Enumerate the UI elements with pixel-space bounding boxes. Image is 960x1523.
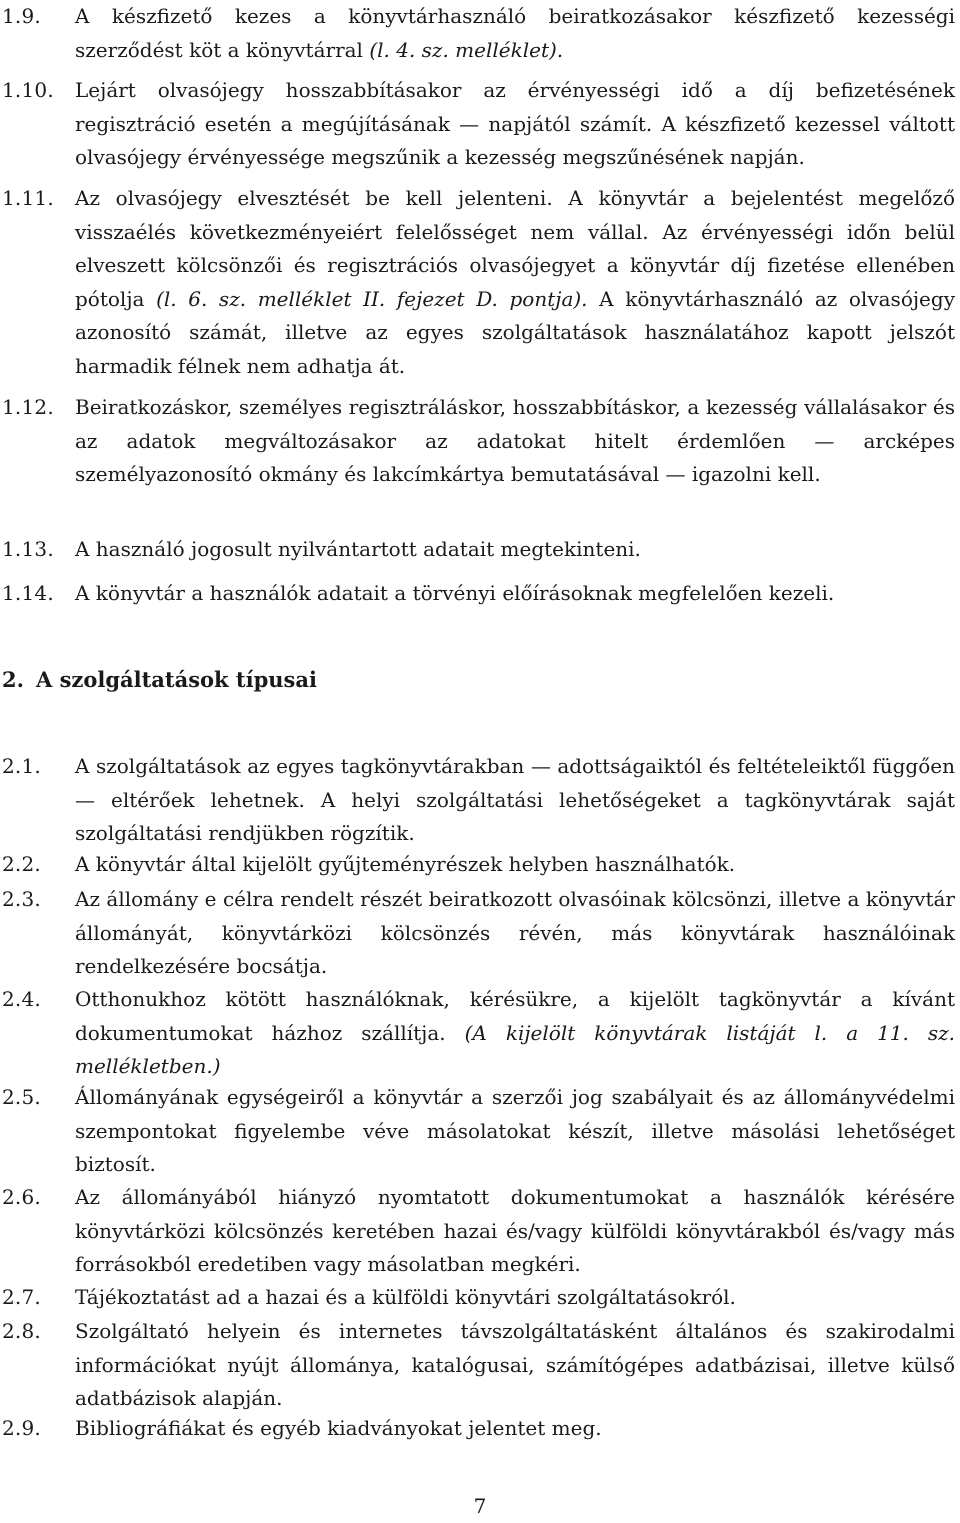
item-number: 1.13. [2,537,54,561]
text-span: A szolgáltatások az egyes tagkönyvtárakban — adottságaiktól és feltételeiktől függően — eltérőek lehetnek. A helyi szolgáltatási lehetőségeket a tagkönyvtárak saját szolgáltatási rendjükben rögzítik. [75,754,955,845]
item-text [75,182,955,383]
item-text [75,983,955,1084]
item-number: 2.5. [2,1085,41,1109]
item-text [75,750,955,851]
text-span-italic: (l. 6. sz. melléklet II. fejezet D. pontja). [156,286,588,311]
item-number: 2.1. [2,754,41,778]
text-span: A használó jogosult nyilvántartott adatait megtekinteni. [75,537,641,561]
item-number: 1.12. [2,395,54,419]
page-number: 7 [473,1494,487,1518]
item-number: 2.8. [2,1319,41,1343]
item-number: 1.11. [2,186,54,210]
item-number: 1.9. [2,4,41,28]
text-span: Az állományából hiányzó nyomtatott dokumentumokat a használók kérésére könyvtárközi kölcsönzés keretében hazai és/vagy külföldi könyvtárakból és/vagy más forrásokból eredetiben vagy másolatban megkéri. [75,1185,955,1276]
text-span: Bibliográfiákat és egyéb kiadványokat jelentet meg. [75,1416,602,1440]
item-number: 2.6. [2,1185,41,1209]
item-number: 2.9. [2,1416,41,1440]
item-text [75,391,955,492]
section-title: A szolgáltatások típusai [36,667,317,692]
item-number: 1.14. [2,581,54,605]
text-span-italic: (A kijelölt könyvtárak listáját l. a 11. sz. mellékletben.) [75,1020,955,1078]
section-number: 2. [2,667,24,692]
item-text [75,74,955,175]
text-span: A könyvtárhasználó az olvasójegy azonosító számát, illetve az egyes szolgáltatások használatához kapott jelszót harmadik félnek nem adhatja át. [75,286,955,378]
text-span: Lejárt olvasójegy hosszabbításakor az érvényességi idő a díj befizetésének regisztráció esetén a megújításának — napjától számít. A készfizető kezessel váltott olvasójegy érvényessége megszűnik a kezesség megszűnésének napján. [75,78,955,169]
item-text [75,1412,955,1446]
item-number: 1.10. [2,78,54,102]
item-text [75,0,955,67]
item-number: 2.3. [2,887,41,911]
item-text [75,848,955,882]
item-text [75,533,955,567]
text-span: Beiratkozáskor, személyes regisztráláskor, hosszabbításkor, a kezesség vállalásakor és az adatok megváltozásakor az adatokat hitelt érdemlően — arcképes személyazonosító okmány és lakcímkártya bemutatásával — igazolni kell. [75,395,955,486]
item-text [75,1315,955,1416]
item-text [75,1281,955,1315]
item-text [75,577,955,611]
text-span: A könyvtár által kijelölt gyűjteményrészek helyben használhatók. [75,852,736,876]
text-span: Szolgáltató helyein és internetes távszolgáltatásként általános és szakirodalmi információkat nyújt állománya, katalógusai, számítógépes adatbázisai, illetve külső adatbázisok alapján. [75,1319,955,1410]
text-span-italic: (l. 4. sz. melléklet). [369,37,564,62]
text-span: Tájékoztatást ad a hazai és a külföldi könyvtári szolgáltatásokról. [75,1285,736,1309]
item-number: 2.4. [2,987,41,1011]
item-text [75,1081,955,1182]
text-span: Otthonukhoz kötött használóknak, kérésükre, a kijelölt tagkönyvtár a kívánt dokumentumokat házhoz szállítja. [75,987,955,1045]
item-text [75,1181,955,1282]
text-span: A könyvtár a használók adatait a törvényi előírásoknak megfelelően kezeli. [75,581,835,605]
text-span: Az állomány e célra rendelt részét beiratkozott olvasóinak kölcsönzi, illetve a könyvtár állományát, könyvtárközi kölcsönzés révén, más könyvtárak használóinak rendelkezésére bocsátja. [75,887,955,978]
item-number: 2.2. [2,852,41,876]
text-span: Az olvasójegy elvesztését be kell jelenteni. A könyvtár a bejelentést megelőző visszaélés következményeiért felelősséget nem vállal. Az érvényességi időn belül elveszett kölcsönzői és regisztrációs olvasójegyet a könyvtár díj fizetése ellenében pótolja [75,186,955,311]
item-number: 2.7. [2,1285,41,1309]
item-text [75,883,955,984]
section-heading [2,663,317,697]
text-span: Állományának egységeiről a könyvtár a szerzői jog szabályait és az állományvédelmi szempontokat figyelembe véve másolatokat készít, illetve másolási lehetőséget biztosít. [75,1085,955,1176]
text-span: A készfizető kezes a könyvtárhasználó beiratkozásakor készfizető kezességi szerződést köt a könyvtárral [75,4,955,62]
